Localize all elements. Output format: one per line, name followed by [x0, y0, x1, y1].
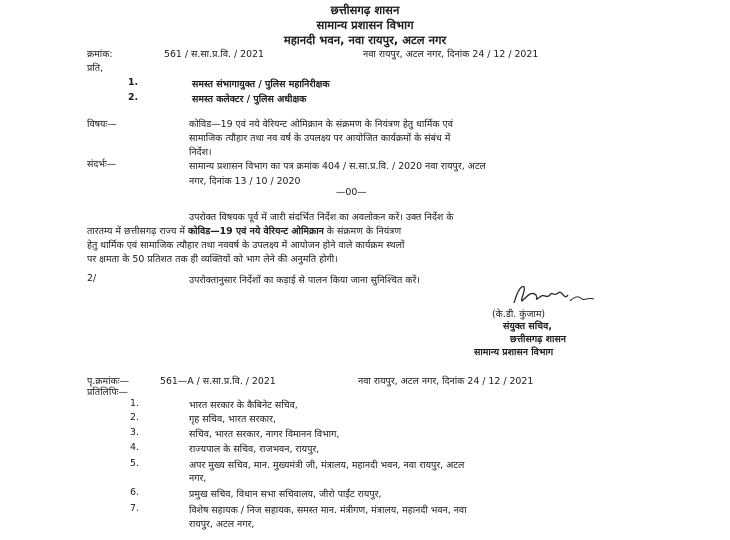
subject-label: विषयः—	[87, 119, 117, 130]
copy-recipient: प्रमुख सचिव, विधान सभा सचिवालय, जीरो पाईंट रायपुर,	[189, 489, 382, 500]
signature-scribble	[508, 281, 598, 309]
copy-number: 3.	[130, 427, 139, 438]
body-text: तारतम्य में छत्तीसगढ़ राज्य में	[87, 226, 188, 237]
subject-line: सामाजिक त्यौहार तथा नव वर्ष के उपलक्ष्य पर आयोजित कार्यक्रमों के संबंध में	[189, 133, 451, 144]
ref-place-date: नवा रायपुर, अटल नगर, दिनांक 24 / 12 / 2021	[363, 49, 539, 60]
signatory-department: सामान्य प्रशासन विभाग	[474, 347, 554, 358]
body-text: के संक्रमण के नियंत्रण	[323, 226, 402, 237]
header-address: महानदी भवन, नवा रायपुर, अटल नगर	[283, 33, 447, 47]
to-label: प्रति,	[87, 63, 104, 74]
addressee-number: 1.	[128, 77, 139, 88]
copy-recipient: सचिव, भारत सरकार, नागर विमानन विभाग,	[189, 429, 340, 440]
separator: —00—	[336, 187, 367, 198]
ref-number: 561 / स.सा.प्र.वि. / 2021	[164, 49, 264, 60]
paragraph-number: 2/	[87, 273, 97, 284]
signatory-name: (के.डी. कुंजाम)	[492, 309, 546, 320]
endorsement-place-date: नवा रायपुर, अटल नगर, दिनांक 24 / 12 / 2021	[358, 376, 534, 387]
ref-label: क्रमांक:	[87, 49, 113, 60]
copy-recipient: गृह सचिव, भारत सरकार,	[189, 414, 276, 425]
header-department: सामान्य प्रशासन विभाग	[316, 18, 414, 32]
signatory-government: छत्तीसगढ़ शासन	[510, 334, 566, 345]
subject-line: कोविड—19 एवं नये वेरियन्ट ओमिक्रान के संक्रमण के नियंत्रण हेतु धार्मिक एवं	[189, 119, 453, 130]
body-paragraph-line: उपरोक्तानुसार निर्देशों का कड़ाई से पालन किया जाना सुनिश्चित करें।	[189, 275, 420, 286]
copy-number: 5.	[130, 458, 139, 469]
addressee-text: समस्त कलेक्टर / पुलिस अधीक्षक	[192, 94, 307, 105]
addressee-number: 2.	[128, 92, 139, 103]
reference-label: संदर्भः—	[87, 159, 117, 170]
copy-recipient: भारत सरकार के कैबिनेट सचिव,	[189, 400, 298, 411]
handwritten-signature-icon	[508, 281, 598, 309]
body-paragraph-line: हेतु धार्मिक एवं सामाजिक त्यौहार तथा नववर्ष के उपलक्ष्य में आयोजन होने वाले कार्यक्रम स्थलों	[87, 240, 405, 251]
copy-label: प्रतिलिपिः—	[87, 387, 128, 398]
reference-line: नगर, दिनांक 13 / 10 / 2020	[189, 176, 301, 187]
copy-number: 1.	[130, 398, 139, 409]
copy-recipient: विशेष सहायक / निज सहायक, समस्त मान. मंत्रीगण, मंत्रालय, महानदी भवन, नवा	[189, 505, 467, 516]
subject-line: निर्देश।	[189, 147, 212, 158]
copy-recipient: अपर मुख्य सचिव, मान. मुख्यमंत्री जी, मंत्रालय, महानदी भवन, नवा रायपुर, अटल	[189, 460, 465, 471]
copy-recipient-continuation: रायपुर, अटल नगर,	[189, 519, 255, 530]
copy-recipient: राज्यपाल के सचिव, राजभवन, रायपुर,	[189, 444, 320, 455]
body-paragraph-line: पर क्षमता के 50 प्रतिशत तक ही व्यक्तियों को भाग लेने की अनुमति होगी।	[87, 254, 338, 265]
addressee-text: समस्त संभागायुक्त / पुलिस महानिरीक्षक	[192, 79, 330, 90]
copy-number: 6.	[130, 487, 139, 498]
body-paragraph-line	[87, 224, 401, 237]
signatory-designation: संयुक्त सचिव,	[503, 321, 552, 332]
copy-number: 2.	[130, 412, 139, 423]
copy-number: 7.	[130, 503, 139, 514]
copy-number: 4.	[130, 442, 139, 453]
body-paragraph-line: उपरोक्त विषयक पूर्व में जारी संदर्भित निर्देश का अवलोकन करें। उक्त निर्देश के	[189, 212, 454, 223]
endorsement-label: पृ.क्रमांकः—	[87, 376, 130, 387]
reference-line: सामान्य प्रशासन विभाग का पत्र क्रमांक 404 / स.सा.प्र.वि. / 2020 नवा रायपुर, अटल	[189, 161, 486, 172]
body-emphasis: कोविड—19 एवं नये वेरियन्ट ओमिक्रान	[187, 226, 324, 237]
header-government: छत्तीसगढ़ शासन	[330, 3, 400, 17]
copy-recipient-continuation: नगर,	[189, 473, 207, 484]
endorsement-number: 561—A / स.सा.प्र.वि. / 2021	[160, 376, 276, 387]
